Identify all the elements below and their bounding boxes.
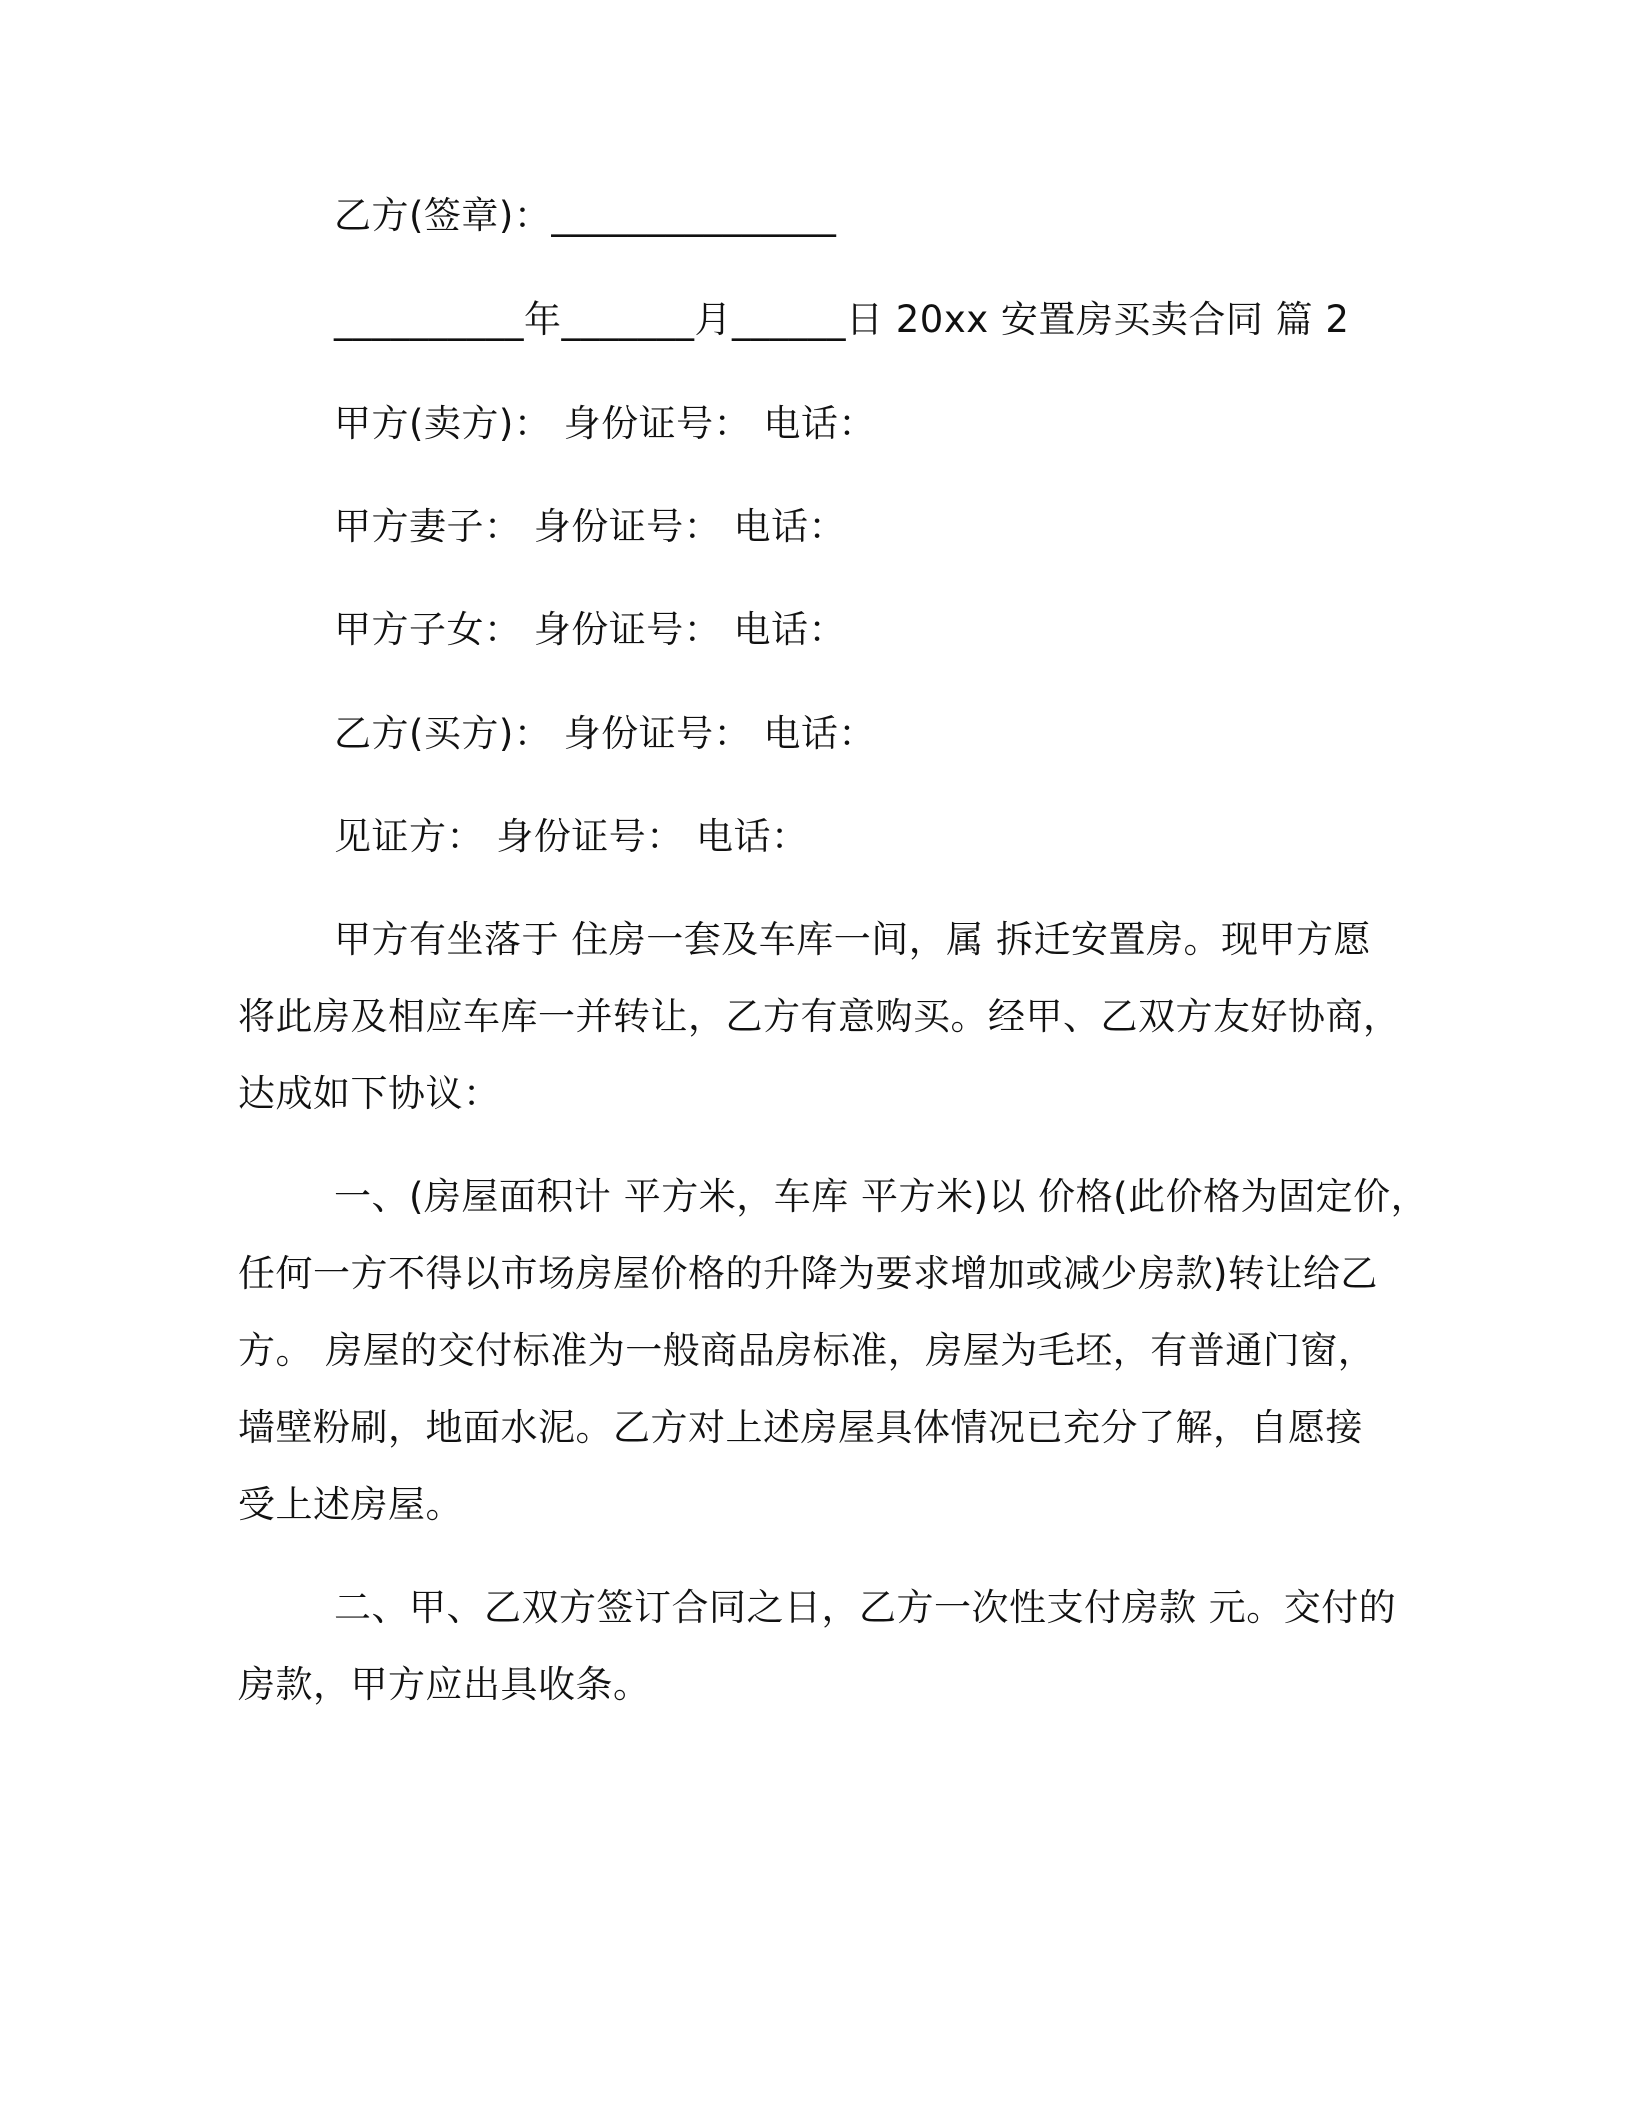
clause-1-line: 受上述房屋。 — [238, 1483, 463, 1526]
party-witness-line: 见证方： 身份证号： 电话： — [334, 815, 809, 858]
clause-1-line: 一、(房屋面积计 平方米，车库 平方米)以 价格(此价格为固定价， — [334, 1175, 1429, 1218]
party-buyer-line: 乙方(买方)： 身份证号： 电话： — [334, 712, 876, 755]
clause-2-line: 二、甲、乙双方签订合同之日，乙方一次性支付房款 元。交付的 — [334, 1586, 1397, 1629]
party-seller-children-line: 甲方子女： 身份证号： 电话： — [334, 608, 847, 651]
clause-2-line: 房款，甲方应出具收条。 — [238, 1663, 651, 1706]
intro-paragraph-line: 达成如下协议： — [238, 1072, 501, 1115]
party-seller-line: 甲方(卖方)： 身份证号： 电话： — [334, 402, 876, 445]
clause-1-line: 墙壁粉刷，地面水泥。乙方对上述房屋具体情况已充分了解，自愿接 — [238, 1406, 1363, 1449]
clause-1-line: 方。 房屋的交付标准为一般商品房标准，房屋为毛坯，有普通门窗， — [238, 1329, 1376, 1372]
intro-paragraph-line: 将此房及相应车库一并转让，乙方有意购买。经甲、乙双方友好协商， — [238, 995, 1401, 1038]
party-seller-wife-line: 甲方妻子： 身份证号： 电话： — [334, 505, 847, 548]
intro-paragraph-line: 甲方有坐落于 住房一套及车库一间，属 拆迁安置房。现甲方愿 — [334, 918, 1372, 961]
date-title-line: __________年_______月______日 20xx 安置房买卖合同 篇 2 — [334, 298, 1350, 341]
signature-line: 乙方(签章)：_______________ — [334, 194, 837, 237]
clause-1-line: 任何一方不得以市场房屋价格的升降为要求增加或减少房款)转让给乙 — [238, 1252, 1378, 1295]
